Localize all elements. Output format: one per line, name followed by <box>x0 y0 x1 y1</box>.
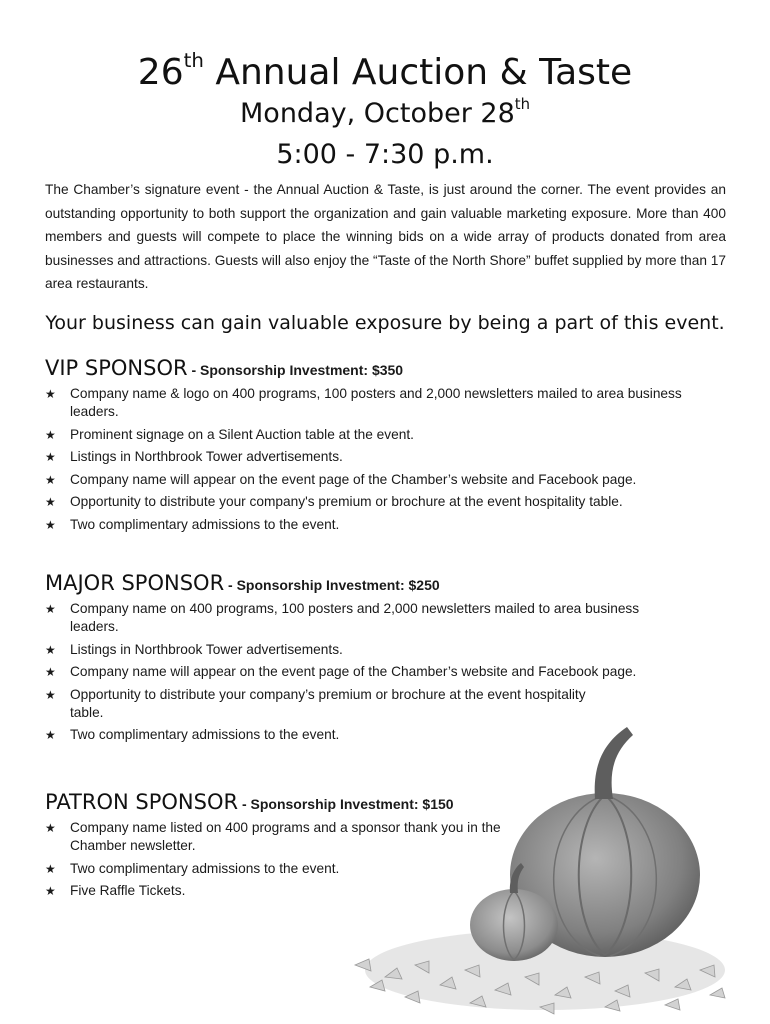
star-icon: ★ <box>45 821 56 835</box>
star-icon: ★ <box>45 450 56 464</box>
vip-sponsor-name: VIP SPONSOR <box>45 356 188 380</box>
title-text: Annual Auction & Taste <box>203 52 633 93</box>
benefit-text: Prominent signage on a Silent Auction table at the event. <box>70 426 414 442</box>
benefit-text: Listings in Northbrook Tower advertisements. <box>70 449 343 464</box>
star-icon: ★ <box>45 665 56 679</box>
benefit-text: Opportunity to distribute your company's premium or brochure at the event hospitality table. <box>70 494 623 509</box>
patron-sponsor-name: PATRON SPONSOR <box>45 790 239 814</box>
star-icon: ★ <box>45 861 56 876</box>
benefit-item <box>45 426 725 444</box>
benefit-text: Two complimentary admissions to the event. <box>70 516 340 532</box>
star-icon: ★ <box>45 642 56 657</box>
benefit-text: Two complimentary admissions to the event. <box>70 860 340 876</box>
event-title <box>0 50 770 96</box>
event-date <box>0 96 770 132</box>
star-icon: ★ <box>45 517 56 532</box>
major-sponsor-name: MAJOR SPONSOR <box>45 571 225 595</box>
major-sponsor-heading <box>45 570 725 598</box>
major-sponsor-investment: - Sponsorship Investment: $250 <box>224 577 440 593</box>
date-ordinal: th <box>514 95 530 114</box>
vip-sponsor-investment: - Sponsorship Investment: $350 <box>187 362 404 378</box>
star-icon: ★ <box>45 387 56 401</box>
benefit-text: Company name & logo on 400 programs, 100 posters and 2,000 newsletters mailed to area business leaders. <box>70 386 682 419</box>
benefit-item <box>45 385 725 421</box>
benefit-item <box>45 516 725 534</box>
benefit-text: Company name will appear on the event page of the Chamber’s website and Facebook page. <box>70 664 637 679</box>
title-number: 26 <box>137 52 184 93</box>
benefit-text: Company name on 400 programs, 100 posters and 2,000 newsletters mailed to area business leaders. <box>70 601 640 634</box>
benefit-text: Five Raffle Tickets. <box>70 883 186 898</box>
benefit-item <box>45 448 725 466</box>
benefit-text: Company name listed on 400 programs and a sponsor thank you in the Chamber newsletter. <box>70 820 501 853</box>
benefit-item <box>45 600 660 636</box>
benefit-item <box>45 641 725 659</box>
vip-sponsor-heading <box>45 355 725 383</box>
star-icon: ★ <box>45 472 56 487</box>
benefit-text: Two complimentary admissions to the event. <box>70 727 340 742</box>
event-time: 5:00 - 7:30 p.m. <box>276 139 494 170</box>
tagline: Your business can gain valuable exposure by being a part of this event. <box>45 312 725 334</box>
vip-sponsor-section <box>45 355 725 538</box>
vip-benefits-list <box>45 385 725 534</box>
date-text: Monday, October 28 <box>240 98 515 129</box>
benefit-item <box>45 471 725 489</box>
patron-sponsor-investment: - Sponsorship Investment: $150 <box>238 796 454 812</box>
star-icon: ★ <box>45 687 56 702</box>
pumpkin-icon <box>345 715 727 1015</box>
star-icon: ★ <box>45 427 56 442</box>
benefit-item <box>45 663 725 681</box>
intro-paragraph: The Chamber’s signature event - the Annual Auction & Taste, is just around the corner. The event provides an outstanding opportunity to both support the organization and gain valuable marketing exposure. More than 400 members and guests will compete to place the winning bids on a wide array of products donated from area businesses and attractions. Guests will also enjoy the “Taste of the North Shore” buffet supplied by more than 17 area restaurants. <box>45 182 726 291</box>
benefit-text: Listings in Northbrook Tower advertisements. <box>70 641 343 657</box>
star-icon: ★ <box>45 728 56 742</box>
star-icon: ★ <box>45 602 56 616</box>
star-icon: ★ <box>45 495 56 509</box>
benefit-text: Company name will appear on the event page of the Chamber’s website and Facebook page. <box>70 471 637 487</box>
benefit-item <box>45 493 725 511</box>
title-ordinal: th <box>183 49 204 73</box>
benefit-text: Opportunity to distribute your company’s premium or brochure at the event hospitality table. <box>70 686 586 720</box>
star-icon: ★ <box>45 884 56 898</box>
